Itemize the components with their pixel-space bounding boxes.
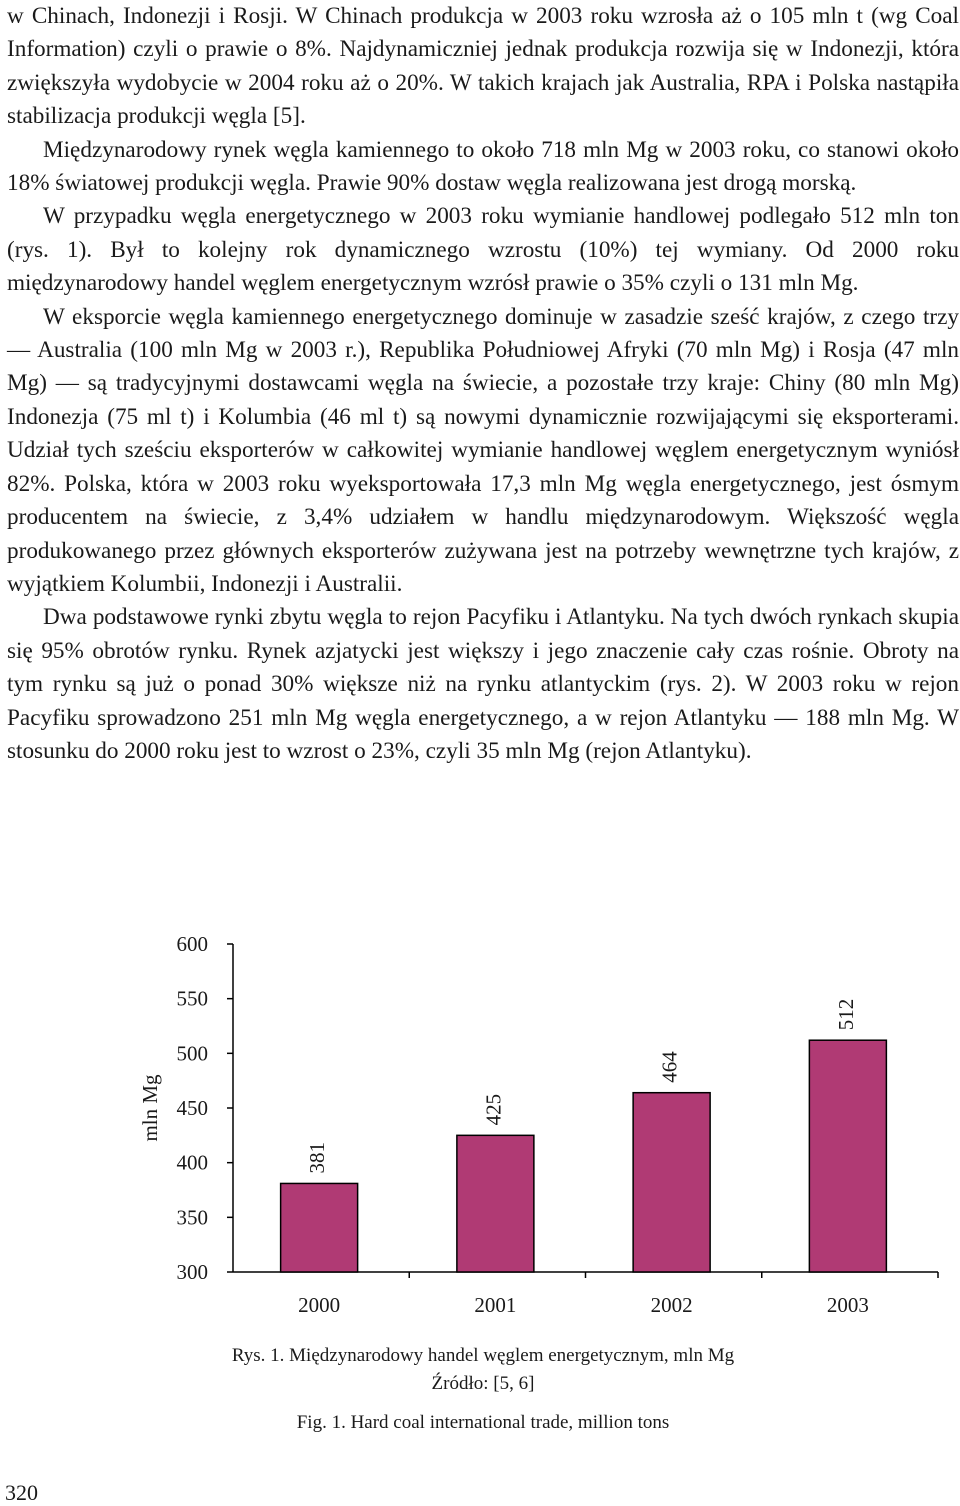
y-tick-label: 500 — [176, 1041, 208, 1066]
bar — [809, 1040, 886, 1272]
body-text — [7, 0, 959, 768]
page-number: 320 — [5, 1480, 38, 1505]
y-tick-label: 350 — [176, 1205, 208, 1230]
y-tick-label: 400 — [176, 1150, 208, 1175]
y-tick-label: 550 — [176, 986, 208, 1011]
bar-value-label: 425 — [481, 1093, 506, 1126]
figure-source: Źródło: [5, 6] — [431, 1373, 535, 1394]
paragraph-1: w Chinach, Indonezji i Rosji. W Chinach produkcja w 2003 roku wzrosła aż o 105 mln t (wg Coal Information) czyli o prawie o 8%. Najdynamiczniej jednak produkcja rozwija się w Indonezji, która zwiększyła wydobycie w 2004 roku aż o 20%. W takich krajach jak Australia, RPA i Polska nastąpiła stabilizacja produkcji węgla [5]. — [7, 3, 959, 130]
paragraph-4: W eksporcie węgla kamiennego energetycznego dominuje w zasadzie sześć krajów, z czego trzy — Australia (100 mln Mg w 2003 r.), Republika Południowej Afryki (70 mln Mg) i Rosja (47 mln Mg) — są tradycyjnymi dostawcami węgla na świecie, a pozostałe trzy kraje: Chiny (80 mln Mg) Indonezja (75 ml t) i Kolumbia (46 ml t) są nowymi dynamicznie rozwijającymi się eksporterami. Udział tych sześciu eksporterów w całkowitej wymianie handlowej węglem energetycznym wyniósł 82%. Polska, która w 2003 roku wyeksportowała 17,3 mln Mg węgla energetycznego, jest ósmym producentem na świecie, z 3,4% udziałem w handlu międzynarodowym. Większość węgla produkowanego przez głównych eksporterów zużywana jest na potrzeby wewnętrzne tych krajów, z wyjątkiem Kolumbii, Indonezji i Australii. — [7, 303, 959, 597]
x-category-label: 2000 — [298, 1293, 341, 1317]
figure-caption-pl: Rys. 1. Międzynarodowy handel węglem energetycznym, mln Mg — [231, 1345, 735, 1366]
paragraph-5: Dwa podstawowe rynki zbytu węgla to rejon Pacyfiku i Atlantyku. Na tych dwóch rynkach skupia się 95% obrotów rynku. Rynek azjatycki jest większy i jego znaczenie cały czas rośnie. Obroty na tym rynku są już o ponad 30% większe niż na rynku atlantyckim (rys. 2). W 2003 roku w rejon Pacyfiku sprowadzono 251 mln Mg węgla energetycznego, a w rejon Atlantyku — 188 mln Mg. W stosunku do 2000 roku jest to wzrost o 23%, czyli 35 mln Mg (rejon Atlantyku). — [7, 604, 959, 764]
figure-caption-en: Fig. 1. Hard coal international trade, million tons — [296, 1412, 670, 1433]
bar — [633, 1093, 710, 1272]
y-tick-label: 300 — [176, 1260, 208, 1284]
y-axis-title: mln Mg — [138, 1074, 162, 1142]
x-category-label: 2001 — [474, 1293, 517, 1317]
x-category-label: 2002 — [650, 1293, 693, 1317]
bar — [281, 1183, 358, 1272]
bar-value-label: 464 — [657, 1051, 682, 1083]
bar-chart-svg — [0, 920, 960, 1340]
bar-value-label: 512 — [833, 998, 858, 1031]
y-tick-label: 450 — [176, 1096, 208, 1120]
bar — [457, 1135, 534, 1272]
paragraph-2: Międzynarodowy rynek węgla kamiennego to około 718 mln Mg w 2003 roku, co stanowi około 18% światowej produkcji węgla. Prawie 90% dostaw węgla realizowana jest drogą morską. — [7, 136, 959, 197]
x-category-label: 2003 — [826, 1293, 869, 1317]
paragraph-3: W przypadku węgla energetycznego w 2003 roku wymianie handlowej podlegało 512 mln ton (rys. 1). Był to kolejny rok dynamicznego wzrostu (10%) tej wymiany. Od 2000 roku międzynarodowy handel węglem energetycznym wzrósł prawie o 35% czyli o 131 mln Mg. — [7, 203, 959, 297]
bar-chart — [0, 920, 960, 1340]
bar-value-label: 381 — [305, 1141, 330, 1174]
y-tick-label: 600 — [176, 932, 208, 956]
